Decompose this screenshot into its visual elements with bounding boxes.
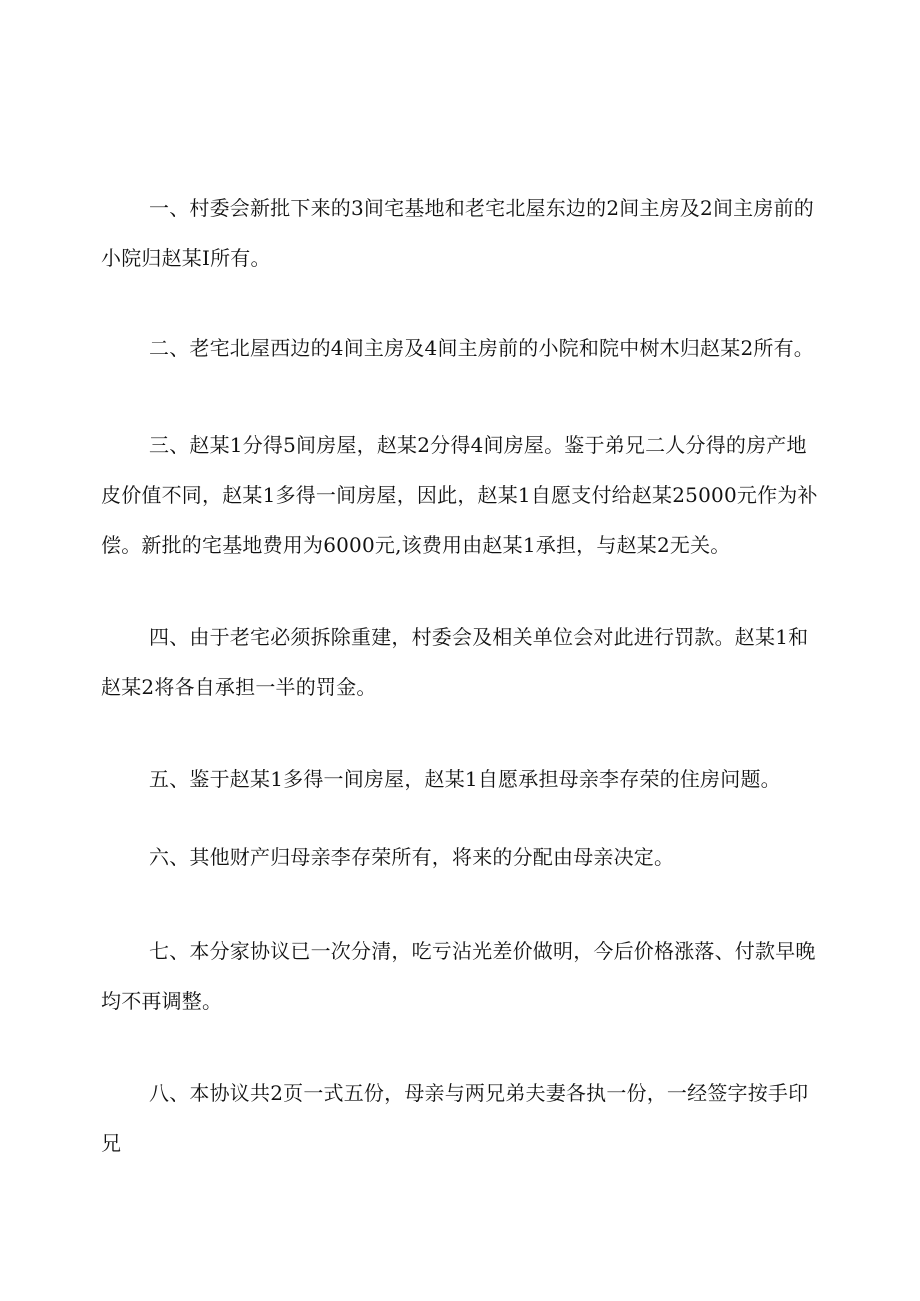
clause-4: 四、由于老宅必须拆除重建，村委会及相关单位会对此进行罚款。赵某1和赵某2将各自承担一半的罚金。 bbox=[101, 625, 809, 699]
clause-5: 五、鉴于赵某1多得一间房屋，赵某1自愿承担母亲李存荣的住房问题。 bbox=[149, 767, 781, 791]
clause-7: 七、本分家协议已一次分清，吃亏沾光差价做明，今后价格涨落、付款早晚均不再调整。 bbox=[101, 939, 816, 1013]
clause-6: 六、其他财产归母亲李存荣所有，将来的分配由母亲决定。 bbox=[149, 845, 675, 869]
clause-1: 一、村委会新批下来的3间宅基地和老宅北屋东边的2间主房及2间主房前的小院归赵某I所有。 bbox=[101, 196, 814, 270]
clause-2: 二、老宅北屋西边的4间主房及4间主房前的小院和院中树木归赵某2所有。 bbox=[149, 336, 814, 360]
clause-8: 八、本协议共2页一式五份，母亲与两兄弟夫妻各执一份，一经签字按手印兄 bbox=[101, 1081, 809, 1155]
clause-3: 三、赵某1分得5间房屋，赵某2分得4间房屋。鉴于弟兄二人分得的房产地皮价值不同，赵某1多得一间房屋，因此，赵某1自愿支付给赵某25000元作为补偿。新批的宅基地费用为6000元,该费用由赵某1承担，与赵某2无关。 bbox=[101, 433, 818, 557]
